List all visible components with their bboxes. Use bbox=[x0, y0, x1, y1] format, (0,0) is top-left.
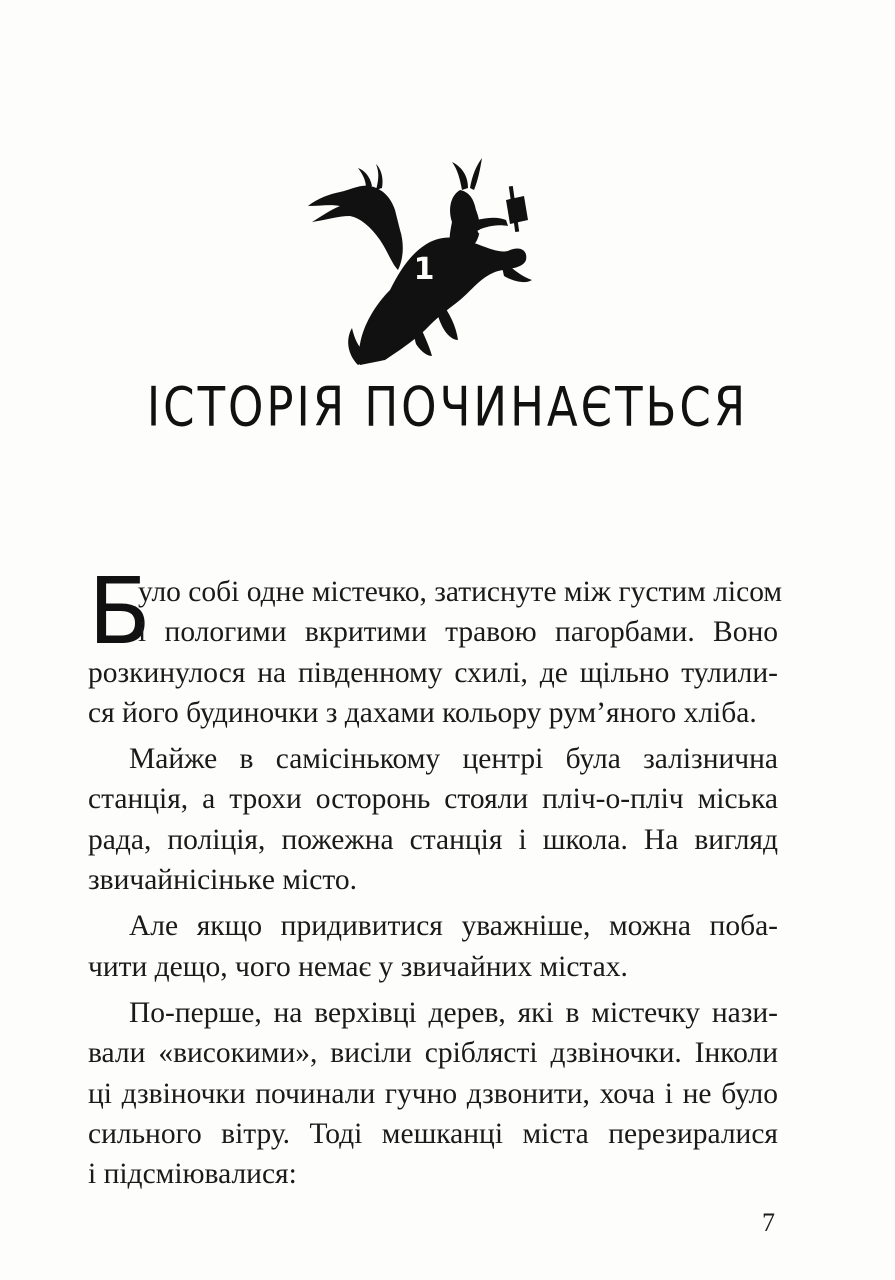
text-line: чити дещо, чого немає у звичайних містах. bbox=[88, 950, 628, 983]
text-line: і пологими вкритими травою пагорбами. Воно bbox=[138, 616, 778, 649]
text-line: По-перше, на верхівці дерев, які в містечку нази- bbox=[129, 996, 778, 1029]
text-line: станція, а трохи осторонь стояли пліч-о-пліч міська bbox=[88, 783, 778, 816]
text-line: ся його будиночки з дахами кольору рум’яного хліба. bbox=[88, 696, 757, 729]
text-line: розкинулося на південному схилі, де щільно тулили- bbox=[88, 656, 778, 689]
text-line: ці дзвіночки починали гучно дзвонити, хоча і не було bbox=[88, 1077, 778, 1110]
text-line: сильного вітру. Тоді мешканці міста перезиралися bbox=[88, 1117, 778, 1150]
chapter-title: ІСТОРІЯ ПОЧИНАЄТЬСЯ bbox=[146, 375, 749, 439]
chapter-number: 1 bbox=[413, 252, 435, 287]
drop-cap: Б bbox=[88, 558, 152, 665]
text-line: Майже в самісінькому центрі була залізнична bbox=[129, 743, 778, 776]
text-line: і підсміювалися: bbox=[88, 1158, 297, 1191]
text-line: рада, поліція, пожежна станція і школа. На вигляд bbox=[88, 823, 778, 856]
text-line: уло собі одне містечко, затиснуте між густим лісом bbox=[138, 576, 783, 608]
body-text bbox=[88, 558, 783, 1194]
text-line: звичайнісінькe місто. bbox=[88, 864, 357, 897]
page-number: 7 bbox=[762, 1208, 775, 1237]
text-line: вали «високими», висіли сріблясті дзвіночки. Інколи bbox=[88, 1037, 778, 1070]
text-line: Але якщо придивитися уважніше, можна поба- bbox=[129, 910, 778, 943]
